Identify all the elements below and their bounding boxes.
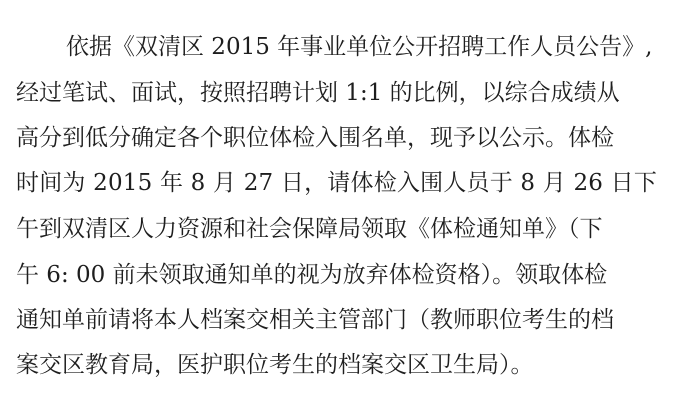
paragraph-line-7: 通知单前请将本人档案交相关主管部门（教师职位考生的档 — [16, 307, 614, 333]
paragraph-line-2: 经过笔试、面试，按照招聘计划 1:1 的比例，以综合成绩从 — [16, 80, 620, 106]
paragraph-line-1: 依据《双清区 2015 年事业单位公开招聘工作人员公告》, — [66, 34, 653, 60]
paragraph-line-8: 案交区教育局，医护职位考生的档案交区卫生局）。 — [16, 352, 534, 378]
paragraph-line-4: 时间为 2015 年 8 月 27 日，请体检入围人员于 8 月 26 日下 — [16, 170, 658, 196]
paragraph-line-3: 高分到低分确定各个职位体检入围名单，现予以公示。体检 — [16, 125, 614, 151]
paragraph-line-5: 午到双清区人力资源和社会保障局领取《体检通知单》（下 — [16, 216, 603, 242]
paragraph-line-6: 午 6: 00 前未领取通知单的视为放弃体检资格）。领取体检 — [16, 262, 608, 288]
